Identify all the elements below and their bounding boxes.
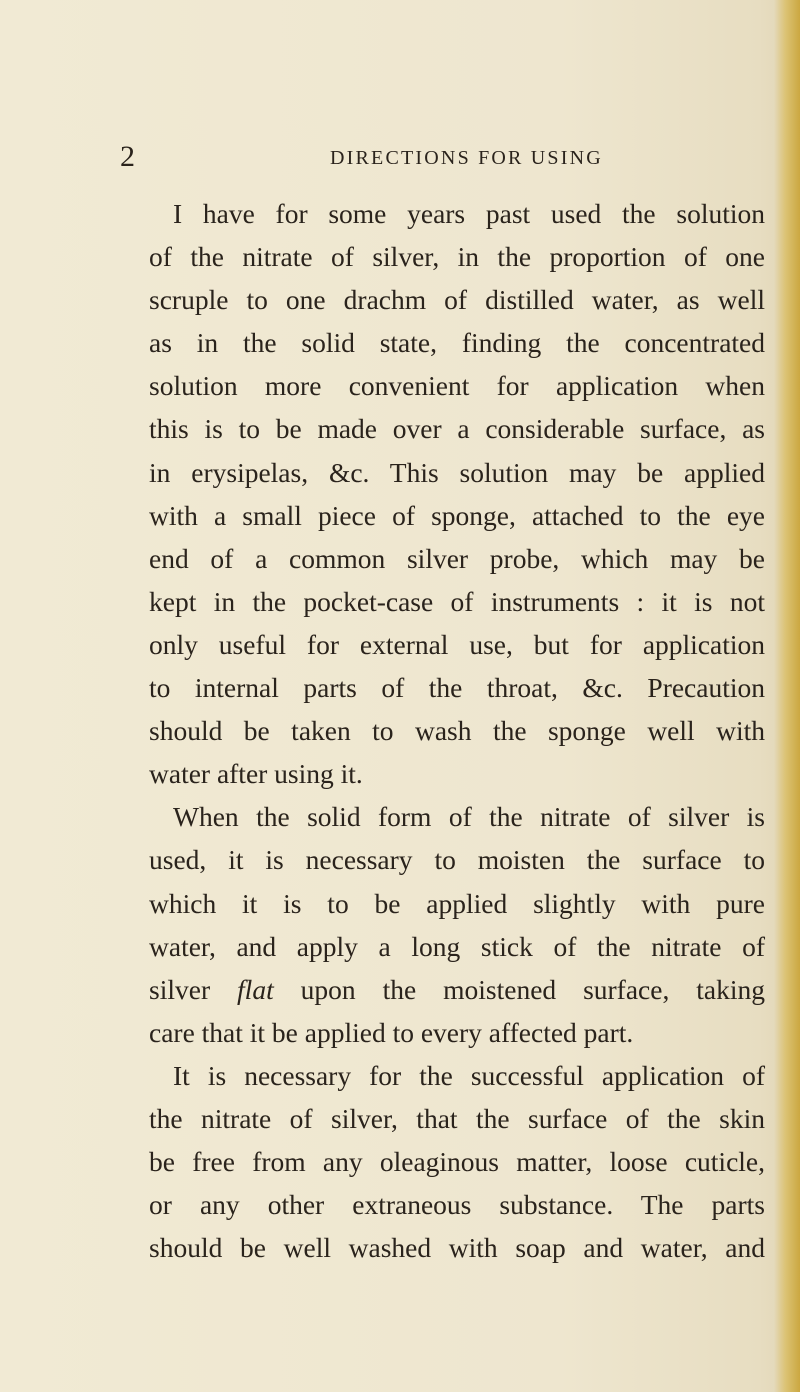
page-header — [120, 140, 720, 174]
page-edge-gilt — [774, 0, 800, 1392]
text-line: should be taken to wash the sponge well with — [149, 715, 765, 747]
text-line: only useful for external use, but for application — [149, 628, 765, 660]
italic-emphasis: flat — [237, 973, 274, 1005]
text-line: with a small piece of sponge, attached to the eye — [149, 499, 765, 531]
text-line: as in the solid state, finding the concentrated — [149, 327, 765, 359]
text-line: care that it be applied to every affected part. — [149, 1016, 634, 1048]
text-line: the nitrate of silver, that the surface of the skin — [149, 1102, 765, 1134]
running-head: DIRECTIONS FOR USING — [330, 147, 603, 169]
text-line: It is necessary for the successful application of — [173, 1059, 765, 1091]
text-line: water after using it. — [149, 758, 363, 790]
body-text — [149, 192, 765, 1269]
text-line: be free from any oleaginous matter, loose cuticle, — [149, 1146, 765, 1178]
text-line: solution more convenient for application when — [149, 370, 765, 402]
text-line: end of a common silver probe, which may be — [149, 542, 765, 574]
text-line: this is to be made over a considerable surface, as — [149, 413, 765, 445]
text-line: in erysipelas, &c. This solution may be applied — [149, 456, 765, 488]
text-line: which it is to be applied slightly with pure — [149, 887, 765, 919]
text-line: of the nitrate of silver, in the proportion of one — [149, 241, 765, 273]
text-line: should be well washed with soap and water, and — [149, 1232, 765, 1264]
text-line: or any other extraneous substance. The parts — [149, 1189, 765, 1221]
text-segment: upon the moistened surface, taking — [300, 973, 766, 1005]
text-line: kept in the pocket-case of instruments : it is not — [149, 585, 765, 617]
text-line: to internal parts of the throat, &c. Precaution — [149, 672, 765, 704]
text-line-with-italic — [149, 968, 765, 1011]
text-segment: silver — [149, 973, 211, 1005]
text-line: scruple to one drachm of distilled water, as well — [149, 284, 765, 316]
text-line: used, it is necessary to moisten the surface to — [149, 844, 765, 876]
page-number: 2 — [120, 140, 135, 173]
text-line: water, and apply a long stick of the nitrate of — [149, 930, 765, 962]
text-line: When the solid form of the nitrate of silver is — [173, 801, 765, 833]
text-line: I have for some years past used the solution — [173, 198, 765, 229]
